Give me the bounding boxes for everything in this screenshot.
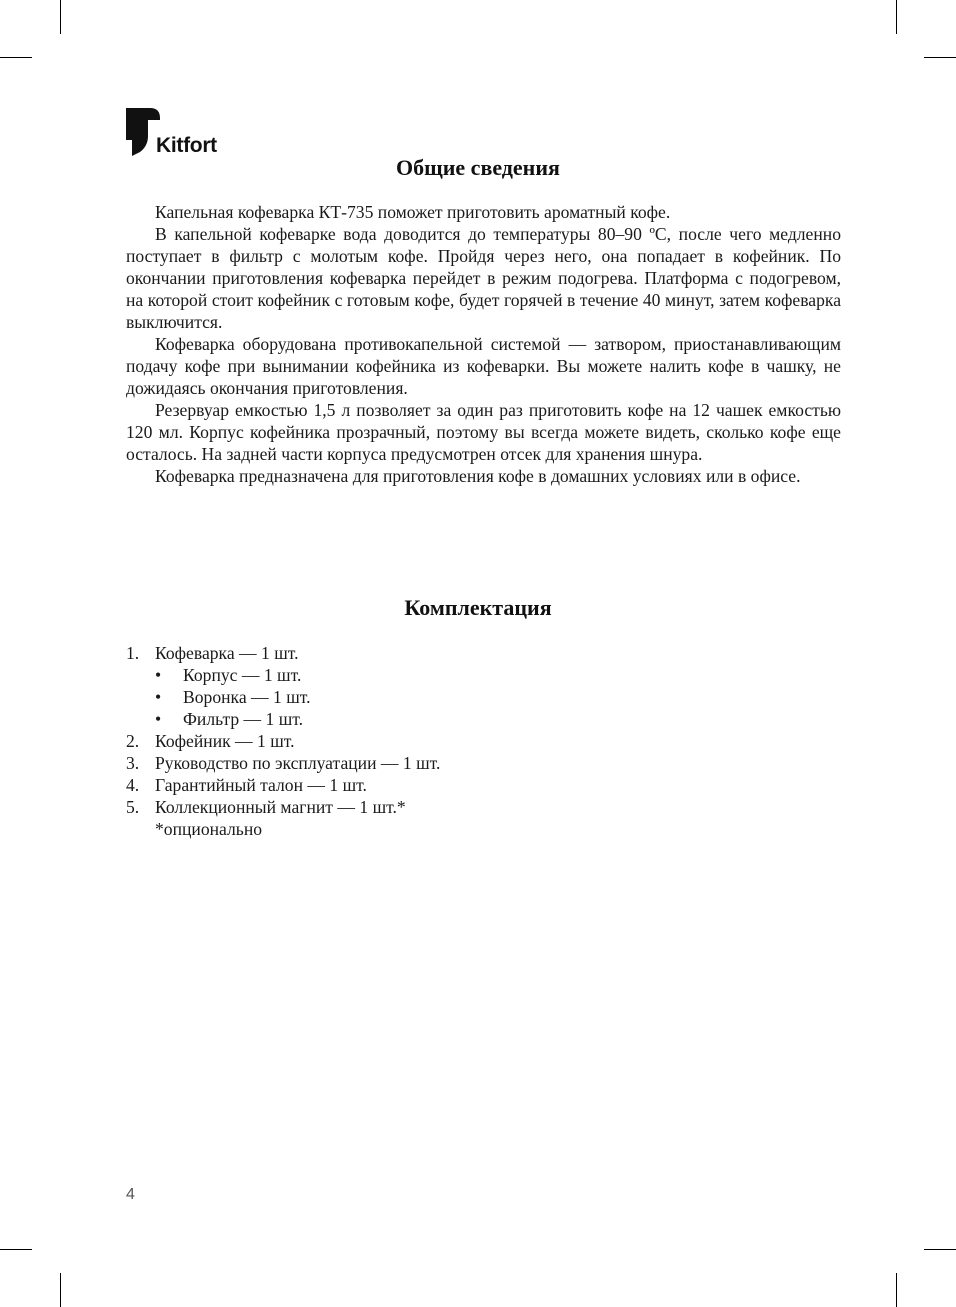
item-text: Коллекционный магнит — 1 шт.* <box>155 797 406 817</box>
general-body <box>126 201 841 487</box>
kitfort-logo-icon <box>126 108 160 156</box>
paragraph: В капельной кофеварке вода доводится до температуры 80–90 ºС, после чего медленно поступает в фильтр с молотым кофе. Пройдя через него, она попадает в кофейник. По окончании приготовления кофеварка перейдет в режим подогрева. Платформа с подогревом, на которой стоит кофейник с готовым кофе, будет горячей в течение 40 минут, затем кофеварка выключится. <box>126 224 841 332</box>
crop-mark <box>60 1273 61 1307</box>
item-number: 4. <box>126 775 140 795</box>
section-title-general: Общие сведения <box>396 155 560 180</box>
item-text: Корпус — 1 шт. <box>183 665 302 685</box>
bullet-icon: • <box>155 687 162 707</box>
bullet-icon: • <box>155 709 162 729</box>
item-text: Гарантийный талон — 1 шт. <box>155 775 367 795</box>
crop-mark <box>0 57 32 58</box>
kit-list <box>126 642 626 840</box>
item-number: 2. <box>126 731 140 751</box>
list-subitem <box>126 664 626 686</box>
item-number: 5. <box>126 797 140 817</box>
paragraph: Кофеварка предназначена для приготовления кофе в домашних условиях или в офисе. <box>155 466 801 486</box>
brand-name: Kitfort <box>156 134 217 157</box>
list-item <box>126 796 626 818</box>
item-number: 1. <box>126 643 140 663</box>
list-item <box>126 774 626 796</box>
crop-mark <box>924 57 956 58</box>
item-number: 3. <box>126 753 140 773</box>
crop-mark <box>896 0 897 34</box>
item-text: Воронка — 1 шт. <box>183 687 311 707</box>
item-text: Фильтр — 1 шт. <box>183 709 304 729</box>
item-text: Кофейник — 1 шт. <box>155 731 295 751</box>
footnote <box>126 818 626 840</box>
crop-mark <box>924 1249 956 1250</box>
item-text: Руководство по эксплуатации — 1 шт. <box>155 753 441 773</box>
crop-mark <box>896 1273 897 1307</box>
page-number: 4 <box>126 1186 135 1203</box>
list-subitem <box>126 686 626 708</box>
brand-logo <box>126 108 226 158</box>
paragraph: Резервуар емкостью 1,5 л позволяет за один раз приготовить кофе на 12 чашек емкостью 120 мл. Корпус кофейника прозрачный, поэтому вы всегда можете видеть, сколько кофе еще осталось. На задней части корпуса предусмотрен отсек для хранения шнура. <box>126 400 841 464</box>
list-item <box>126 730 626 752</box>
list-item <box>126 642 626 664</box>
list-item <box>126 752 626 774</box>
bullet-icon: • <box>155 665 162 685</box>
crop-mark <box>0 1249 32 1250</box>
footnote-text: *опционально <box>155 819 263 839</box>
item-text: Кофеварка — 1 шт. <box>155 643 299 663</box>
list-subitem <box>126 708 626 730</box>
section-title-kit: Комплектация <box>404 595 552 620</box>
paragraph: Капельная кофеварка КТ-735 поможет приготовить ароматный кофе. <box>155 202 671 222</box>
paragraph: Кофеварка оборудована противокапельной системой — затвором, приостанавливающим подачу кофе при вынимании кофейника из кофеварки. Вы можете налить кофе в чашку, не дожидаясь окончания приготовления. <box>126 334 841 398</box>
crop-mark <box>60 0 61 34</box>
